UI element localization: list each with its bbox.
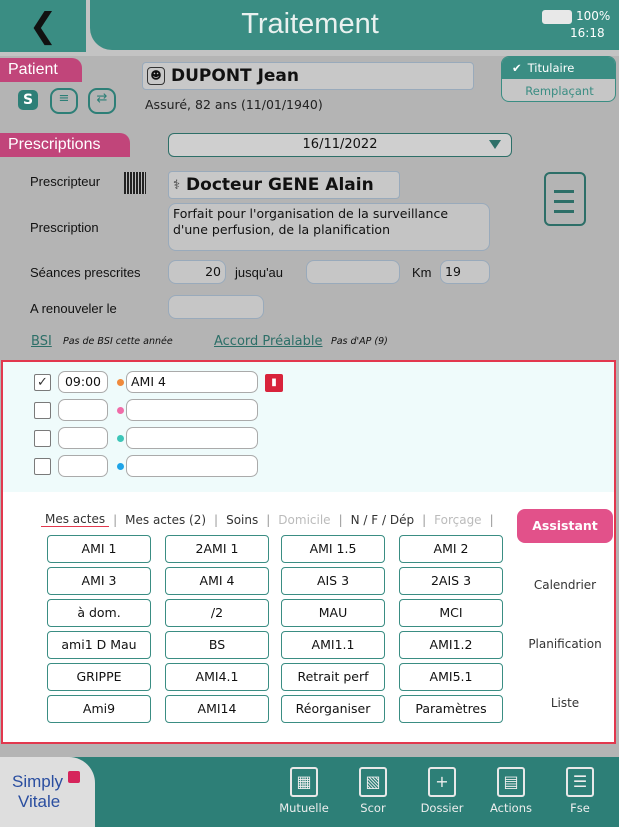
barcode-icon[interactable] bbox=[124, 172, 146, 194]
act-button[interactable]: MCI bbox=[399, 599, 503, 627]
km-input[interactable]: 19 bbox=[440, 260, 490, 284]
act-button[interactable]: AMI 3 bbox=[47, 567, 151, 595]
document-icon[interactable] bbox=[544, 172, 586, 226]
schedule-area bbox=[3, 362, 614, 492]
trash-icon[interactable]: ▮ bbox=[265, 374, 283, 392]
act-button[interactable]: AMI 4 bbox=[165, 567, 269, 595]
actions-button[interactable]: ▤ Actions bbox=[481, 765, 541, 823]
prescription-text[interactable]: Forfait pour l'organisation de la surveillance d'une perfusion, de la planification bbox=[168, 203, 490, 251]
patient-info: Assuré, 82 ans (11/01/1940) bbox=[145, 97, 323, 112]
tab-mes-actes[interactable]: Mes actes bbox=[41, 512, 109, 527]
act-button[interactable]: AMI1.2 bbox=[399, 631, 503, 659]
bsi-link[interactable]: BSI bbox=[31, 334, 52, 349]
chat-link-icon[interactable]: ⇄ bbox=[88, 88, 116, 114]
schedule-color-dot bbox=[117, 463, 124, 470]
clock: 16:18 bbox=[570, 26, 605, 40]
dropdown-arrow-icon bbox=[489, 140, 501, 149]
prescription-label: Prescription bbox=[30, 220, 99, 235]
renouveler-input[interactable] bbox=[168, 295, 264, 319]
schedule-color-dot bbox=[117, 435, 124, 442]
tab-soins[interactable]: Soins bbox=[226, 512, 259, 527]
schedule-checkbox[interactable]: ✓ bbox=[34, 374, 51, 391]
liste-button[interactable]: Liste bbox=[550, 696, 580, 710]
tab-domicile[interactable]: Domicile bbox=[278, 512, 331, 527]
act-button[interactable]: ami1 D Mau bbox=[47, 631, 151, 659]
act-button[interactable]: AIS 3 bbox=[281, 567, 385, 595]
stethoscope-icon: ⚕ bbox=[173, 177, 181, 193]
planification-button[interactable]: Planification bbox=[528, 637, 602, 651]
schedule-checkbox[interactable] bbox=[34, 402, 51, 419]
patient-name: DUPONT Jean bbox=[171, 66, 299, 86]
check-circle-icon: ✔ bbox=[512, 61, 522, 75]
seances-label: Séances prescrites bbox=[30, 265, 141, 280]
act-button[interactable]: BS bbox=[165, 631, 269, 659]
schedule-time[interactable] bbox=[58, 427, 108, 449]
prescripteur-label: Prescripteur bbox=[30, 174, 101, 189]
km-label: Km bbox=[412, 265, 432, 280]
act-button[interactable]: à dom. bbox=[47, 599, 151, 627]
schedule-time[interactable] bbox=[58, 455, 108, 477]
prescripteur-field[interactable] bbox=[168, 171, 400, 199]
act-button[interactable]: Réorganiser bbox=[281, 695, 385, 723]
bsi-note: Pas de BSI cette année bbox=[63, 336, 173, 347]
prescription-date-select[interactable] bbox=[168, 133, 512, 157]
act-button[interactable]: 2AIS 3 bbox=[399, 567, 503, 595]
mutuelle-button[interactable]: ▦ Mutuelle bbox=[274, 765, 334, 823]
jusquau-label: jusqu'au bbox=[235, 265, 284, 280]
schedule-act[interactable]: AMI 4 bbox=[126, 371, 258, 393]
assistant-button[interactable]: Assistant bbox=[517, 509, 613, 543]
back-button[interactable] bbox=[0, 0, 86, 52]
tab-nfdep[interactable]: N / F / Dép bbox=[350, 512, 415, 527]
accord-prealable-link[interactable]: Accord Préalable bbox=[214, 334, 323, 349]
act-button[interactable]: AMI 2 bbox=[399, 535, 503, 563]
dossier-button[interactable]: + Dossier bbox=[412, 765, 472, 823]
schedule-time[interactable] bbox=[58, 399, 108, 421]
list-icon: ☰ bbox=[566, 767, 594, 797]
doctor-name: Docteur GENE Alain bbox=[186, 175, 374, 195]
chevron-left-icon: ❮ bbox=[28, 6, 58, 46]
status-titulaire[interactable]: ✔ Titulaire bbox=[502, 57, 616, 79]
act-button[interactable]: AMI1.1 bbox=[281, 631, 385, 659]
tab-forcage[interactable]: Forçage bbox=[434, 512, 482, 527]
logo-text-2: Vitale bbox=[18, 792, 61, 811]
schedule-color-dot bbox=[117, 407, 124, 414]
s-icon[interactable]: S bbox=[18, 90, 38, 110]
accord-note: Pas d'AP (9) bbox=[331, 336, 388, 347]
battery-icon bbox=[542, 10, 572, 24]
qr-icon: ▦ bbox=[290, 767, 318, 797]
logo-text-1: Simply bbox=[12, 772, 64, 791]
scan-icon: ▧ bbox=[359, 767, 387, 797]
fse-button[interactable]: ☰ Fse bbox=[550, 765, 610, 823]
battery-level: 100% bbox=[576, 9, 611, 23]
logo-mark bbox=[68, 771, 80, 783]
act-button[interactable]: AMI4.1 bbox=[165, 663, 269, 691]
plus-icon: + bbox=[428, 767, 456, 797]
act-button[interactable]: Paramètres bbox=[399, 695, 503, 723]
act-button[interactable]: 2AMI 1 bbox=[165, 535, 269, 563]
renouveler-label: A renouveler le bbox=[30, 301, 117, 316]
patient-section-label: Patient bbox=[0, 58, 82, 82]
schedule-act[interactable] bbox=[126, 455, 258, 477]
document-plus-icon: ▤ bbox=[497, 767, 525, 797]
tab-mes-actes-2[interactable]: Mes actes (2) bbox=[125, 512, 207, 527]
act-button[interactable]: GRIPPE bbox=[47, 663, 151, 691]
act-button[interactable]: AMI14 bbox=[165, 695, 269, 723]
person-icon: ☻ bbox=[147, 67, 165, 85]
act-button[interactable]: AMI 1.5 bbox=[281, 535, 385, 563]
act-button[interactable]: AMI 1 bbox=[47, 535, 151, 563]
seances-input[interactable]: 20 bbox=[168, 260, 226, 284]
calendrier-button[interactable]: Calendrier bbox=[533, 578, 597, 592]
act-button[interactable]: Ami9 bbox=[47, 695, 151, 723]
chat-icon[interactable]: ≡ bbox=[50, 88, 78, 114]
act-button[interactable]: /2 bbox=[165, 599, 269, 627]
prescriptions-section-label: Prescriptions bbox=[0, 133, 130, 157]
schedule-time[interactable]: 09:00 bbox=[58, 371, 108, 393]
acts-panel bbox=[1, 360, 616, 744]
act-button[interactable]: Retrait perf bbox=[281, 663, 385, 691]
patient-name-field[interactable] bbox=[142, 62, 474, 90]
schedule-checkbox[interactable] bbox=[34, 458, 51, 475]
prescription-date: 16/11/2022 bbox=[302, 137, 378, 152]
status-remplacant[interactable]: Remplaçant bbox=[525, 84, 594, 98]
status-toggle[interactable] bbox=[501, 56, 616, 102]
schedule-act[interactable] bbox=[126, 399, 258, 421]
page-title: Traitement bbox=[241, 8, 379, 40]
act-button[interactable]: MAU bbox=[281, 599, 385, 627]
scor-button[interactable]: ▧ Scor bbox=[343, 765, 403, 823]
jusquau-input[interactable] bbox=[306, 260, 400, 284]
schedule-checkbox[interactable] bbox=[34, 430, 51, 447]
act-button[interactable]: AMI5.1 bbox=[399, 663, 503, 691]
schedule-act[interactable] bbox=[126, 427, 258, 449]
schedule-color-dot bbox=[117, 379, 124, 386]
acts-tabs: Mes actes | Mes actes (2) | Soins | Domicile | N / F / Dép | Forçage | bbox=[41, 512, 498, 527]
